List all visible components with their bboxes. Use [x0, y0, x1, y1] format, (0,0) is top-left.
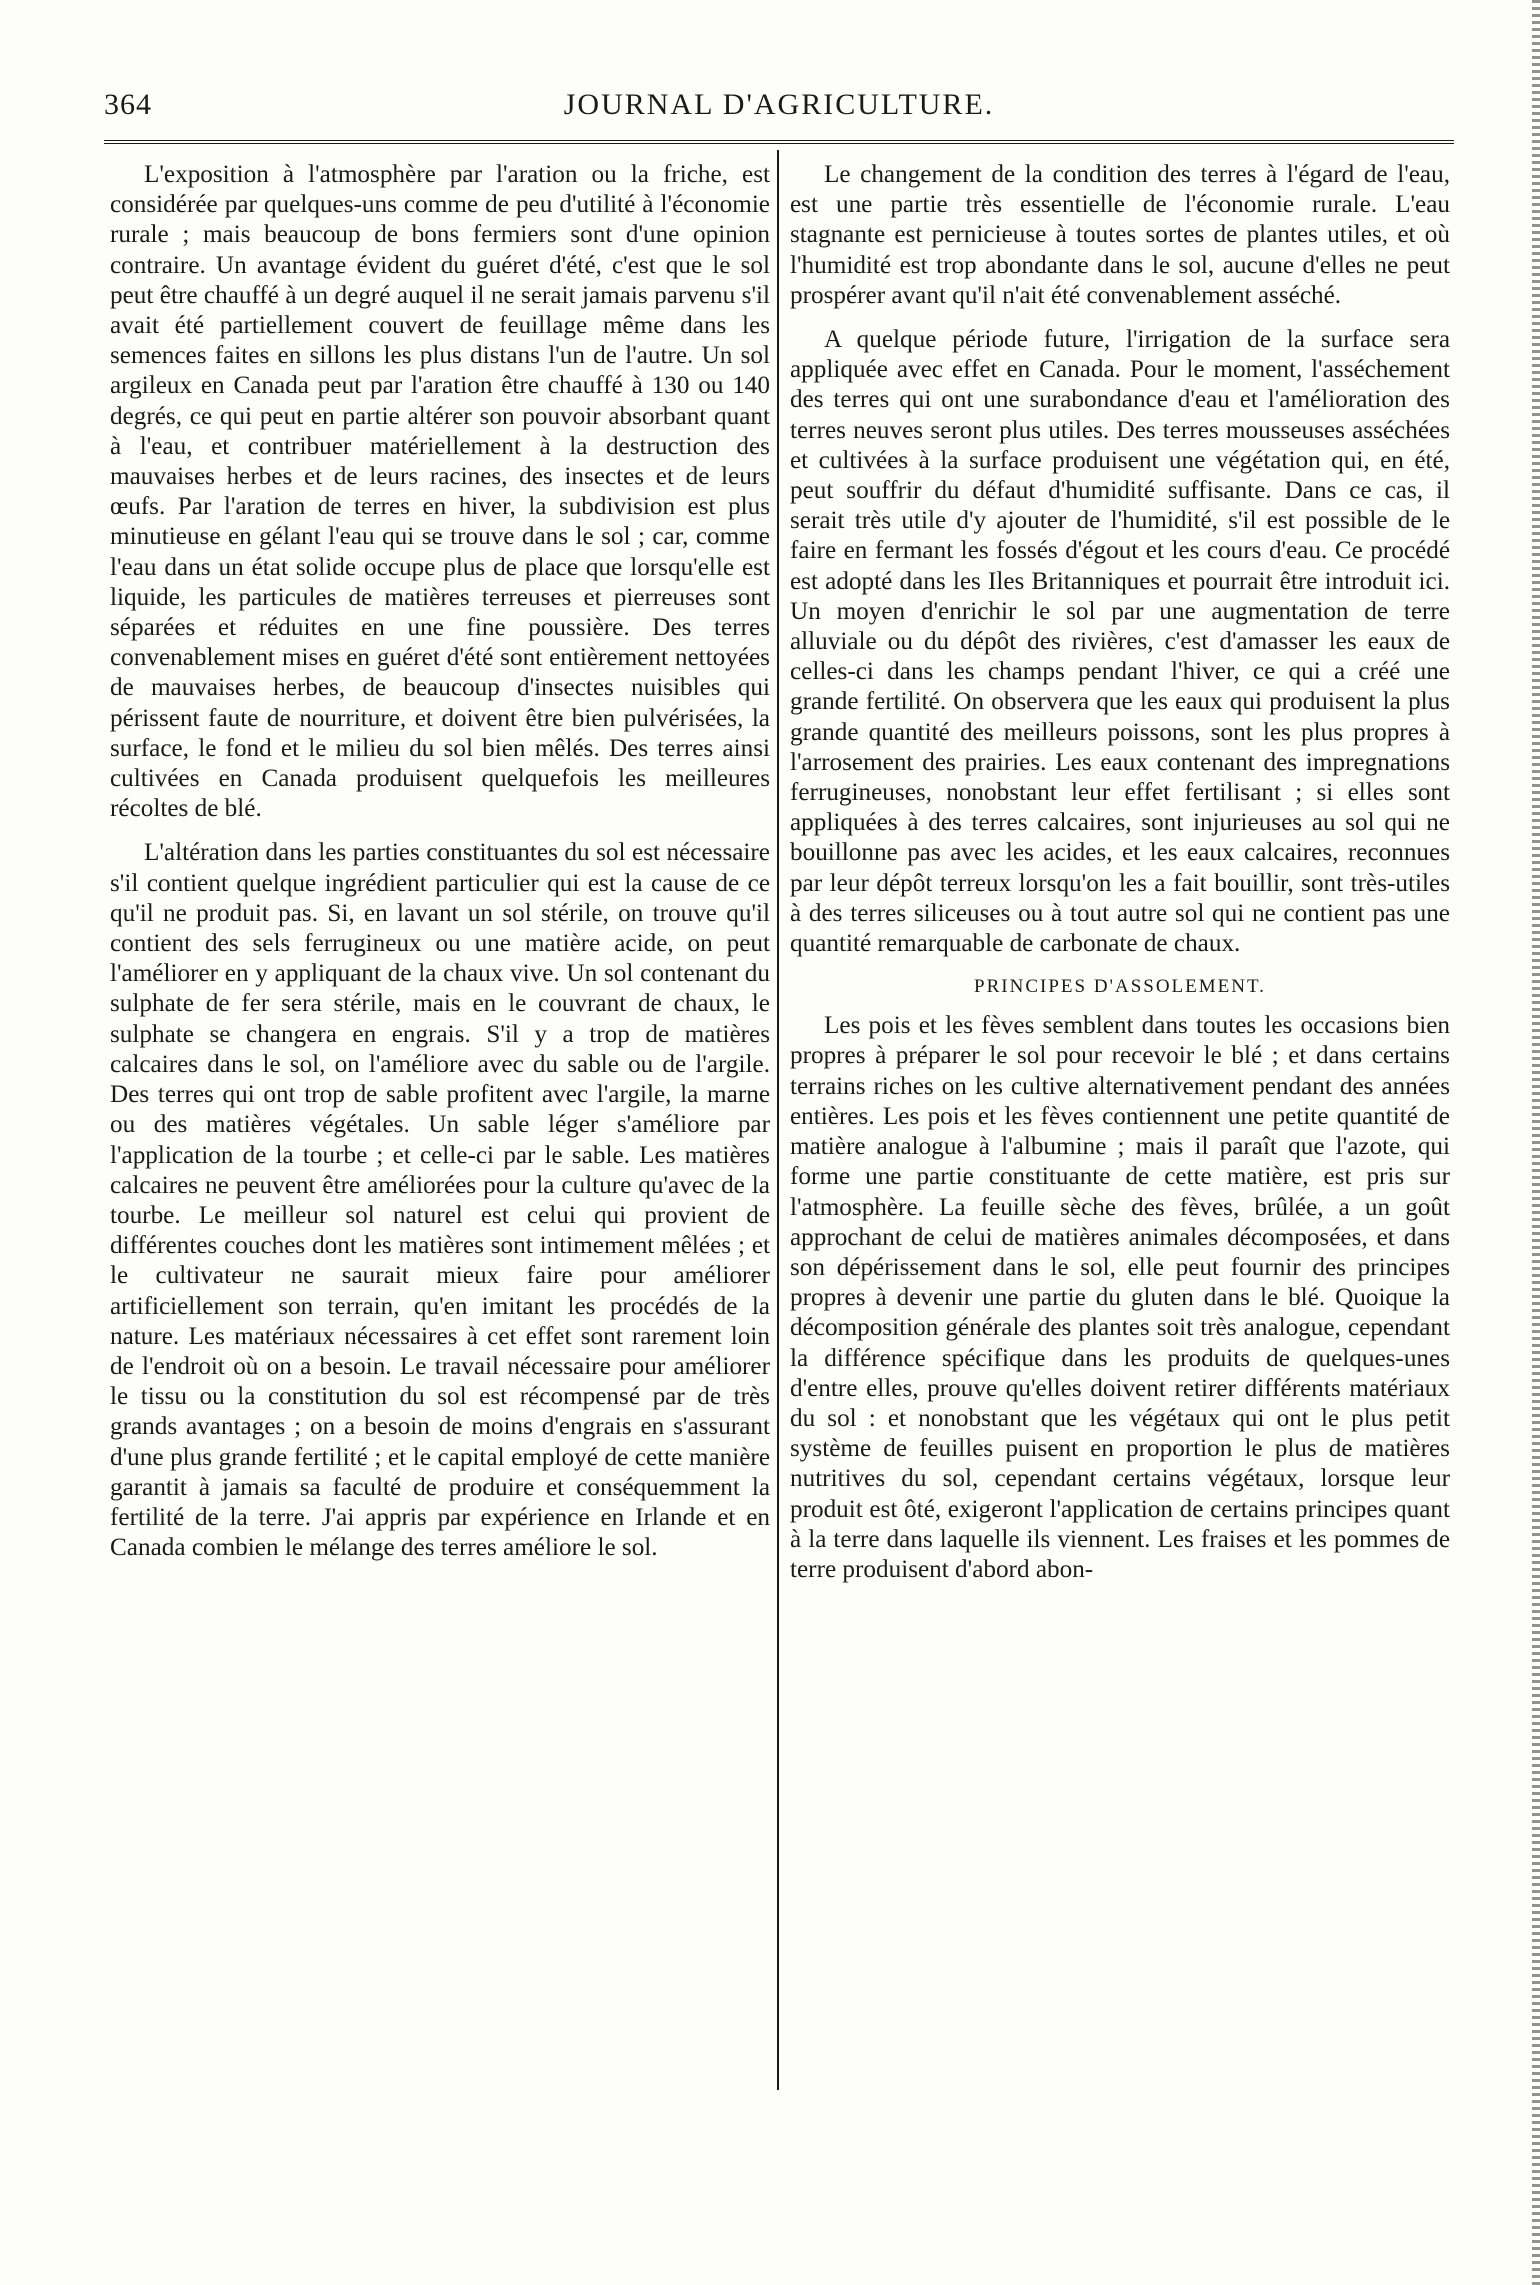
right-column — [790, 160, 1450, 1599]
right-paragraph-irrigation: A quelque période future, l'irrigation de la surface sera appliquée avec effet en Canada. Pour le moment, l'asséchement des terres qui ont une surabondance d'eau et l'amélioration des terres neuves seront plus utiles. Des terres mousseuses asséchées et cultivées à la surface produisent une végétation qui, en été, peut souffrir du défaut d'humidité suffisante. Dans ce cas, il serait très utile d'y ajouter de l'humidité, s'il est possible de le faire en fermant les fossés d'égout et les cours d'eau. Ce procédé est adopté dans les Iles Britanniques et pourrait être introduit ici. Un moyen d'enrichir le sol par une augmentation de terre alluviale ou du dépôt des rivières, c'est d'amasser les eaux de celles-ci dans les champs pendant l'hiver, ce qui a créé une grande fertilité. On observera que les eaux qui produisent la plus grande quantité des meilleurs poissons, sont les plus propres à l'arrosement des prairies. Les eaux contenant des impregnations ferrugineuses, nonobstant leur effet fertilisant ; si elles sont appliquées à des terres calcaires, sont injurieuses au sol qui ne bouillonne pas avec les acides, et les eaux calcaires, reconnues par leur dépôt terreux lorsqu'on les a fait bouillir, sont très-utiles à des terres siliceuses ou à tout autre sol qui ne contient pas une quantité remarquable de carbonate de chaux. — [790, 326, 1450, 958]
left-paragraph-alteration: L'altération dans les parties constituantes du sol est nécessaire s'il contient quelque ingrédient particulier qui est la cause de ce qu'il ne produit pas. Si, en lavant un sol stérile, on trouve qu'il contient des sels ferrugineux ou une matière acide, on peut l'améliorer en y appliquant de la chaux vive. Un sol contenant du sulphate de fer sera stérile, mais en le couvrant de chaux, le sulphate se changera en engrais. S'il y a trop de matières calcaires dans le sol, on l'améliore avec du sable ou de l'argile. Des terres qui ont trop de sable profitent avec l'argile, la marne ou des matières végétales. Un sable léger s'améliore par l'application de la tourbe ; et celle-ci par le sable. Les matières calcaires ne peuvent être améliorées pour la culture qu'avec de la tourbe. Le meilleur sol naturel est celui qui provient de différentes couches dont les matières sont intimement mêlées ; et le cultivateur ne saurait mieux faire pour améliorer artificiellement son terrain, qu'en imitant les procédés de la nature. Les matériaux nécessaires à cet effet sont rarement loin de l'endroit où on a besoin. Le travail nécessaire pour améliorer le tissu ou la constitution du sol est récompensé par de très grands avantages ; on a besoin de moins d'engrais en s'assurant d'une plus grande fertilité ; et le capital employé de cette manière garantit à jamais sa faculté de produire et conséquemment la fertilité de la terre. J'ai appris par expérience en Irlande et en Canada combien le mélange des terres améliore le sol. — [110, 839, 770, 1562]
right-paragraph-assolement: Les pois et les fèves semblent dans toutes les occasions bien propres à préparer le sol pour recevoir le blé ; et dans certains terrains riches on les cultive alternativement pendant des années entières. Les pois et les fèves contiennent une petite quantité de matière analogue à l'albumine ; mais il paraît que l'azote, qui forme une partie constituante de cette matière, est pris sur l'atmosphère. La feuille sèche des fèves, brûlée, a un goût approchant de celui de matières animales décomposées, et dans son dépérissement dans le sol, elle peut fournir des principes propres à devenir une partie du gluten dans le blé. Quoique la décomposition générale des plantes soit très analogue, cependant la différence spécifique dans les produits de quelques-unes d'entre elles, prouve qu'elles doivent retirer différents matériaux du sol : et nonobstant que les végétaux qui ont le plus petit système de feuilles puisent en proportion le plus de matières nutritives du sol, cependant certains végétaux, lorsque leur produit est ôté, exigeront l'application de certains principes quant à la terre dans laquelle ils viennent. Les fraises et les pommes de terre produisent d'abord abon- — [790, 1012, 1450, 1583]
section-heading: PRINCIPES D'ASSOLEMENT. — [974, 976, 1266, 998]
left-column — [110, 160, 770, 1577]
header-rule — [104, 140, 1454, 144]
page-number: 364 — [104, 88, 152, 121]
left-paragraph-exposition: L'exposition à l'atmosphère par l'aration ou la friche, est considérée par quelques-uns comme de peu d'utilité à l'économie rurale ; mais beaucoup de bons fermiers sont d'une opinion contraire. Un avantage évident du guéret d'été, c'est que le sol peut être chauffé à un degré auquel il ne serait jamais parvenu s'il avait été partiellement couvert de feuillage même dans les semences faites en sillons les plus distans l'un de l'autre. Un sol argileux en Canada peut par l'aration être chauffé à 130 ou 140 degrés, ce qui peut en partie altérer son pouvoir absorbant quant à l'eau, et contribuer matériellement à la destruction des mauvaises herbes et de leurs racines, des insectes et de leurs œufs. Par l'aration de terres en hiver, la subdivision est plus minutieuse en gélant l'eau qui se trouve dans le sol ; car, comme l'eau dans un état solide occupe plus de place que lorsqu'elle est liquide, les particules de matières terreuses et pierreuses sont séparées et réduites en une fine poussière. Des terres convenablement mises en guéret d'été sont entièrement nettoyées de mauvaises herbes, de beaucoup d'insectes nuisibles qui périssent faute de nourriture, et doivent être bien pulvérisées, la surface, le fond et le milieu du sol bien mêlés. Des terres ainsi cultivées en Canada produisent quelquefois les meilleures récoltes de blé. — [110, 161, 770, 823]
running-title: JOURNAL D'AGRICULTURE. — [563, 88, 995, 121]
column-divider — [777, 150, 779, 2090]
page-edge-shadow — [1532, 0, 1540, 2285]
right-paragraph-changement: Le changement de la condition des terres à l'égard de l'eau, est une partie très essentielle de l'économie rurale. L'eau stagnante est pernicieuse à toutes sortes de plantes utiles, et où l'humidité est trop abondante dans le sol, aucune d'elles ne peut prospérer avant qu'il n'ait été convenablement asséché. — [790, 161, 1450, 309]
page-header — [104, 88, 1454, 136]
